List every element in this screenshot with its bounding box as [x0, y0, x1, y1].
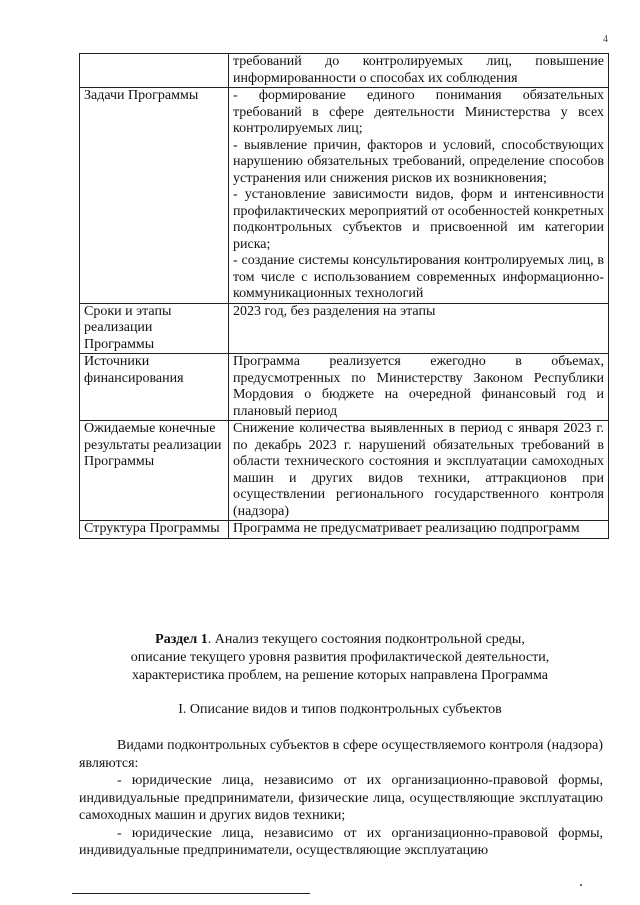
section-heading-line [90, 631, 590, 649]
page-number: 4 [603, 34, 608, 45]
row-value [229, 88, 609, 304]
row-value [229, 54, 609, 88]
row-label: Источники финансирования [80, 354, 229, 421]
section-heading [90, 631, 590, 685]
row-value [229, 421, 609, 521]
row-paragraph: Снижение количества выявленных в период с января 2023 г. по декабрь 2023 г. нарушений обязательных требований в области технического состояния и эксплуатации самоходных машин и других видов техники, аттракционов при осуществлении регионального государственного контроля (надзора) [233, 421, 604, 519]
table-row [80, 303, 609, 354]
row-value [229, 521, 609, 539]
row-value [229, 303, 609, 354]
subsection-heading: I. Описание видов и типов подконтрольных субъектов [178, 702, 502, 717]
row-label: Сроки и этапы реализации Программы [80, 303, 229, 354]
row-paragraph: 2023 год, без разделения на этапы [233, 303, 436, 319]
row-paragraph: - создание системы консультирования контролируемых лиц, в том числе с использованием современных информационно-коммуникационных технологий [233, 253, 604, 301]
row-paragraph: Программа реализуется ежегодно в объемах, предусмотренных по Министерству Законом Республики Мордовия о бюджете на очередной финансовый год и плановый период [233, 354, 604, 419]
scan-speck [580, 884, 582, 886]
row-paragraph: требований до контролируемых лиц, повышение информированности о способах их соблюдения [233, 54, 604, 86]
row-label: Ожидаемые конечные результаты реализации Программы [80, 421, 229, 521]
body-text [79, 737, 603, 860]
body-paragraph: - юридические лица, независимо от их организационно-правовой формы, индивидуальные предприниматели, осуществляющие эксплуатацию [79, 825, 603, 858]
table-row [80, 54, 609, 88]
table-row [80, 521, 609, 539]
section-heading-line: описание текущего уровня развития профилактической деятельности, [130, 650, 550, 665]
row-paragraph: - установление зависимости видов, форм и интенсивности профилактических мероприятий от особенностей конкретных подконтрольных субъектов и присвоенной им категории риска; [233, 187, 604, 252]
program-passport-table [79, 53, 609, 539]
row-label [80, 54, 229, 88]
row-paragraph: - выявление причин, факторов и условий, способствующих нарушению обязательных требований, определение способов устранения или снижения рисков их возникновения; [233, 137, 604, 186]
row-paragraph: Программа не предусматривает реализацию подпрограмм [233, 521, 580, 536]
table-row [80, 88, 609, 304]
section-heading-line: характеристика проблем, на решение которых направлена Программа [132, 668, 548, 683]
row-label: Структура Программы [80, 521, 229, 539]
row-label: Задачи Программы [80, 88, 229, 304]
row-value [229, 354, 609, 421]
table-row [80, 354, 609, 421]
table-row [80, 421, 609, 521]
row-paragraph: - формирование единого понимания обязательных требований в сфере деятельности Министерства у всех контролируемых лиц; [233, 88, 604, 136]
body-paragraph: - юридические лица, независимо от их организационно-правовой формы, индивидуальные предприниматели, физические лица, осуществляющие эксплуатацию самоходных машин и других видов техники; [79, 773, 603, 823]
footer-divider [72, 893, 310, 894]
body-paragraph: Видами подконтрольных субъектов в сфере осуществляемого контроля (надзора) являются: [79, 738, 603, 771]
section-title-part: . Анализ текущего состояния подконтрольной среды, [207, 632, 525, 647]
section-number: Раздел 1 [155, 632, 208, 647]
